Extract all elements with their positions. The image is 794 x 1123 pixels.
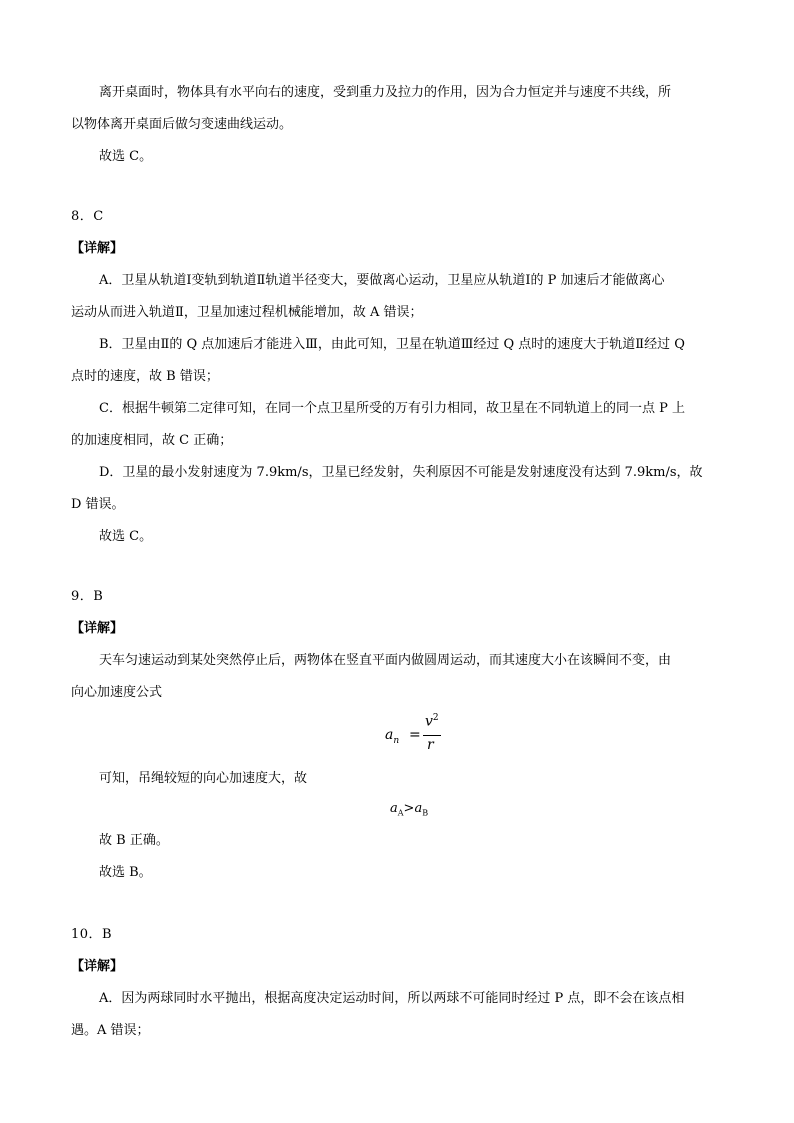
answer-choice: 故选 C。 <box>99 529 153 544</box>
formula-lhs: $a_n$ <box>385 727 400 746</box>
fraction-bar <box>423 735 441 736</box>
text-line: 以物体离开桌面后做匀变速曲线运动。 <box>71 117 293 132</box>
formula-numerator: $v^2$ <box>425 713 439 730</box>
text-line: B．卫星由Ⅱ的 Q 点加速后才能进入Ⅲ，由此可知，卫星在轨道Ⅲ经过 Q 点时的速度大于轨道Ⅱ经过 Q <box>99 337 685 352</box>
formula-equals: = <box>409 727 421 743</box>
acceleration-comparison: $a_A>a_B$ <box>390 801 429 818</box>
detail-heading: 【详解】 <box>71 959 124 974</box>
text-line: A．卫星从轨道Ⅰ变轨到轨道Ⅱ轨道半径变大，要做离心运动，卫星应从轨道Ⅰ的 P 加速后才能做离心 <box>99 273 665 288</box>
question-number: 10．B <box>71 927 113 942</box>
text-line: 可知，吊绳较短的向心加速度大，故 <box>99 771 308 786</box>
detail-heading: 【详解】 <box>71 241 124 256</box>
text-line: 天车匀速运动到某处突然停止后，两物体在竖直平面内做圆周运动，而其速度大小在该瞬间不变，由 <box>99 653 672 668</box>
text-line: C．根据牛顿第二定律可知，在同一个点卫星所受的万有引力相同，故卫星在不同轨道上的同一点 P 上 <box>99 401 685 416</box>
formula-denominator: r <box>427 737 434 753</box>
text-line: 运动从而进入轨道Ⅱ，卫星加速过程机械能增加，故 A 错误； <box>71 305 423 320</box>
question-number: 8．C <box>71 209 104 224</box>
detail-heading: 【详解】 <box>71 621 124 636</box>
text-line: D．卫星的最小发射速度为 7.9km/s，卫星已经发射，失利原因不可能是发射速度没有达到 7.9km/s，故 <box>99 465 703 480</box>
text-line: 故 B 正确。 <box>99 833 169 848</box>
text-line: A．因为两球同时水平抛出，根据高度决定运动时间，所以两球不可能同时经过 P 点，即不会在该点相 <box>99 991 685 1006</box>
text-line: 的加速度相同，故 C 正确； <box>71 433 233 448</box>
answer-choice: 故选 B。 <box>99 865 152 880</box>
text-line: 点时的速度，故 B 错误； <box>71 369 219 384</box>
text-line: 遇。A 错误； <box>71 1023 150 1038</box>
text-line: D 错误。 <box>71 497 125 512</box>
question-number: 9．B <box>71 589 104 604</box>
text-line: 离开桌面时，物体具有水平向右的速度，受到重力及拉力的作用，因为合力恒定并与速度不共线，所 <box>99 85 672 100</box>
centripetal-acceleration-formula <box>385 713 445 763</box>
text-line: 向心加速度公式 <box>71 685 163 700</box>
answer-choice: 故选 C。 <box>99 149 153 164</box>
